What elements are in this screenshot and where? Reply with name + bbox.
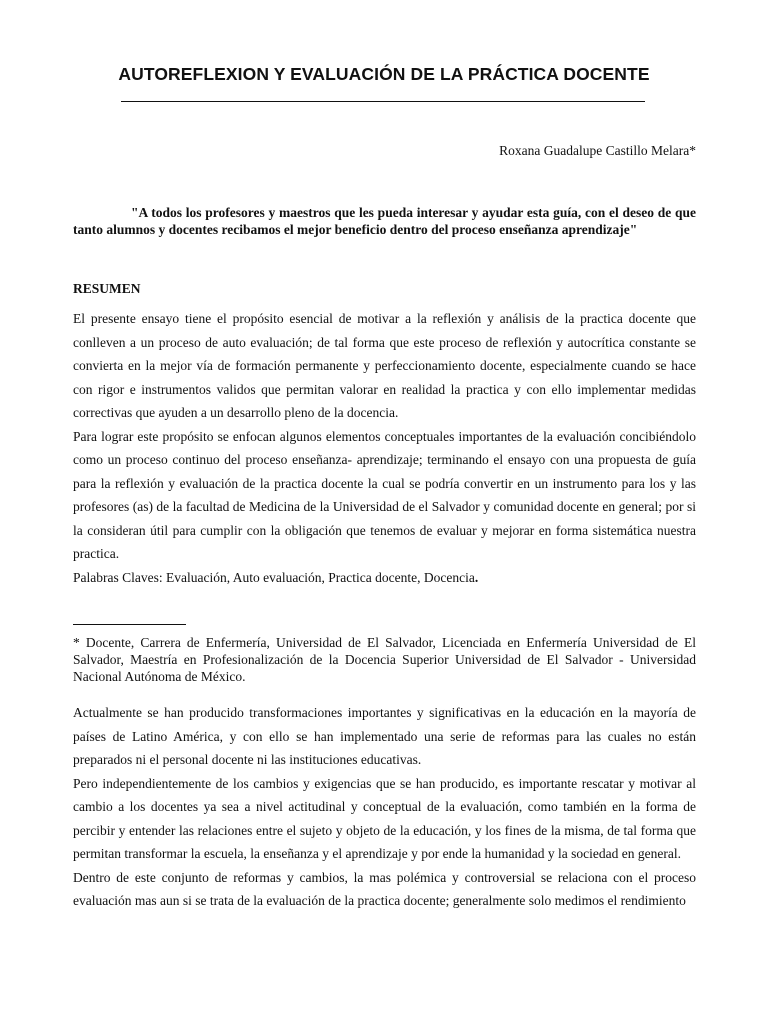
author-name: Roxana Guadalupe Castillo Melara* bbox=[499, 143, 696, 158]
resumen-paragraph: Para lograr este propósito se enfocan algunos elementos conceptuales importantes de la evaluación concibiéndolo como un proceso continuo del proceso enseñanza- aprendizaje; terminando el ensayo con una propuesta de guía para la reflexión y evaluación de la practica docente la cual se podría convertir en un instrumento para los y las profesores (as) de la facultad de Medicina de la Universidad de el Salvador y comunidad docente en general; por si la consideran útil para cumplir con la obligación que tenemos de evaluar y mejorar en forma sistemática nuestra practica. bbox=[73, 428, 696, 561]
body-paragraph: Actualmente se han producido transformaciones importantes y significativas en la educación en la mayoría de países de Latino América, y con ello se han implementado una serie de reformas para las cuales no están preparados ni el personal docente ni las instituciones educativas. bbox=[73, 705, 696, 767]
keywords-text: Palabras Claves: Evaluación, Auto evaluación, Practica docente, Docencia bbox=[73, 569, 475, 585]
dedication-quote: "A todos los profesores y maestros que les pueda interesar y ayudar esta guía, con el deseo de que tanto alumnos y docentes recibamos el mejor beneficio dentro del proceso enseñanza aprendizaje" bbox=[73, 205, 696, 237]
resumen-heading: RESUMEN bbox=[73, 281, 141, 296]
resumen-section bbox=[73, 307, 696, 589]
body-paragraph: Pero independientemente de los cambios y exigencias que se han producido, es importante rescatar y motivar al cambio a los docentes ya sea a nivel actitudinal y conceptual de la evaluación, como también en la forma de percibir y entender las relaciones entre el sujeto y objeto de la educación, y los fines de la misma, de tal forma que permitan transformar la escuela, la enseñanza y el aprendizaje y por ende la humanidad y la sociedad en general. bbox=[73, 775, 696, 861]
title-underline bbox=[121, 101, 645, 102]
body-section bbox=[73, 701, 696, 913]
footnote: * Docente, Carrera de Enfermería, Universidad de El Salvador, Licenciada en Enfermería Universidad de El Salvador, Maestría en Profesionalización de la Docencia Superior Universidad de El Salvador - Universidad Nacional Autónoma de México. bbox=[73, 635, 696, 684]
document-title: AUTOREFLEXION Y EVALUACIÓN DE LA PRÁCTICA DOCENTE bbox=[118, 64, 650, 84]
footnote-separator bbox=[73, 624, 186, 625]
body-paragraph: Dentro de este conjunto de reformas y cambios, la mas polémica y controversial se relaciona con el proceso evaluación mas aun si se trata de la evaluación de la practica docente; generalmente solo medimos el rendimiento bbox=[73, 869, 696, 908]
resumen-paragraph: El presente ensayo tiene el propósito esencial de motivar a la reflexión y análisis de la practica docente que conlleven a un proceso de auto evaluación; de tal forma que este proceso de reflexión y autocrítica constante se convierta en la mejor vía de formación permanente y perfeccionamiento docente, especialmente cuando se hace con rigor e instrumentos validos que permitan valorar en realidad la practica y con ello implementar medidas correctivas que ayuden a un desarrollo pleno de la docencia. bbox=[73, 311, 696, 420]
keywords-line bbox=[73, 566, 696, 590]
keywords-period: . bbox=[474, 569, 479, 585]
